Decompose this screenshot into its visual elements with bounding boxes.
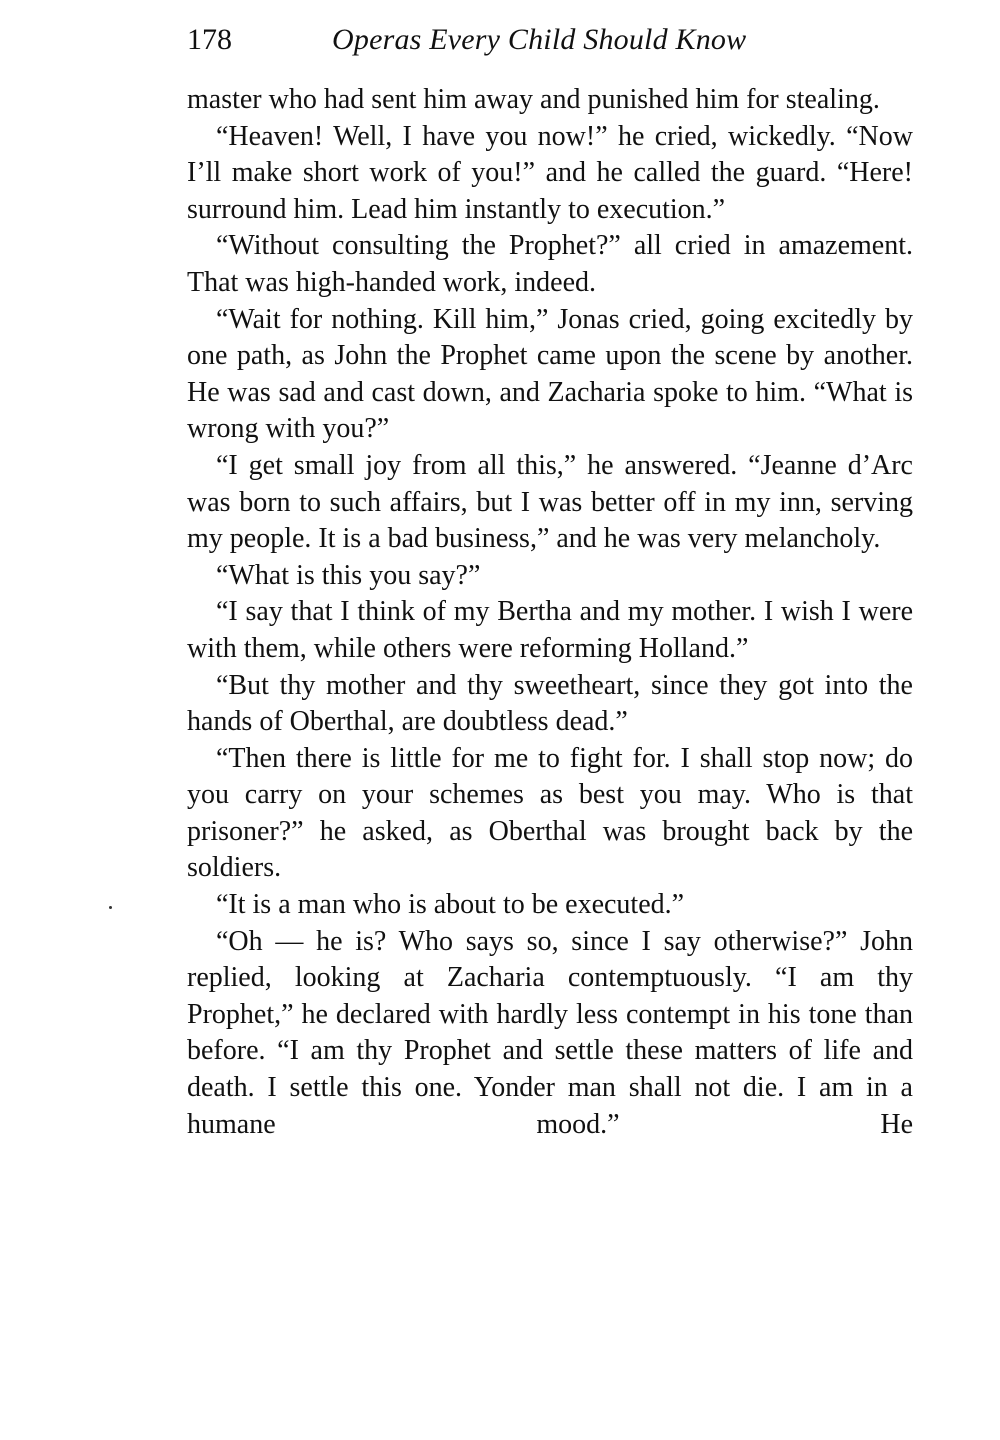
paragraph: “Without consulting the Prophet?” all cried in amazement. That was high-handed work, indeed. <box>187 230 913 298</box>
paragraph: master who had sent him away and punished him for stealing. <box>187 84 880 115</box>
paragraph: “I say that I think of my Bertha and my mother. I wish I were with them, while others were reforming Holland.” <box>187 596 913 664</box>
paragraph: “Wait for nothing. Kill him,” Jonas cried, going excitedly by one path, as John the Prophet came upon the scene by another. He was sad and cast down, and Zacharia spoke to him. “What is wrong with you?” <box>187 303 913 445</box>
paragraph: “It is a man who is about to be executed.” <box>216 889 685 921</box>
page-header <box>187 18 913 62</box>
page-number: 178 <box>187 23 232 56</box>
margin-speck <box>109 906 112 909</box>
paragraph: “Then there is little for me to fight for. I shall stop now; do you carry on your schemes as best you may. Who is that prisoner?” he asked, as Oberthal was brought back by the soldiers. <box>187 742 913 884</box>
paragraph: “But thy mother and thy sweetheart, since they got into the hands of Oberthal, are doubtless dead.” <box>187 669 913 738</box>
body-text <box>187 82 913 1143</box>
paragraph: “Heaven! Well, I have you now!” he cried, wickedly. “Now I’ll make short work of you!” and he called the guard. “Here! surround him. Lead him instantly to execution.” <box>187 120 913 225</box>
paragraph: “Oh — he is? Who says so, since I say otherwise?” John replied, looking at Zacharia contemptuously. “I am thy Prophet,” he declared with hardly less contempt in his tone than before. “I am thy Prophet and settle these matters of life and death. I settle this one. Yonder man shall not die. I am in a humane mood.” He <box>187 925 913 1140</box>
paragraph: “I get small joy from all this,” he answered. “Jeanne d’Arc was born to such affairs, but I was better off in my inn, serving my people. It is a bad business,” and he was very melancholy. <box>187 449 913 555</box>
paragraph: “What is this you say?” <box>216 559 481 591</box>
running-title: Operas Every Child Should Know <box>332 23 747 56</box>
